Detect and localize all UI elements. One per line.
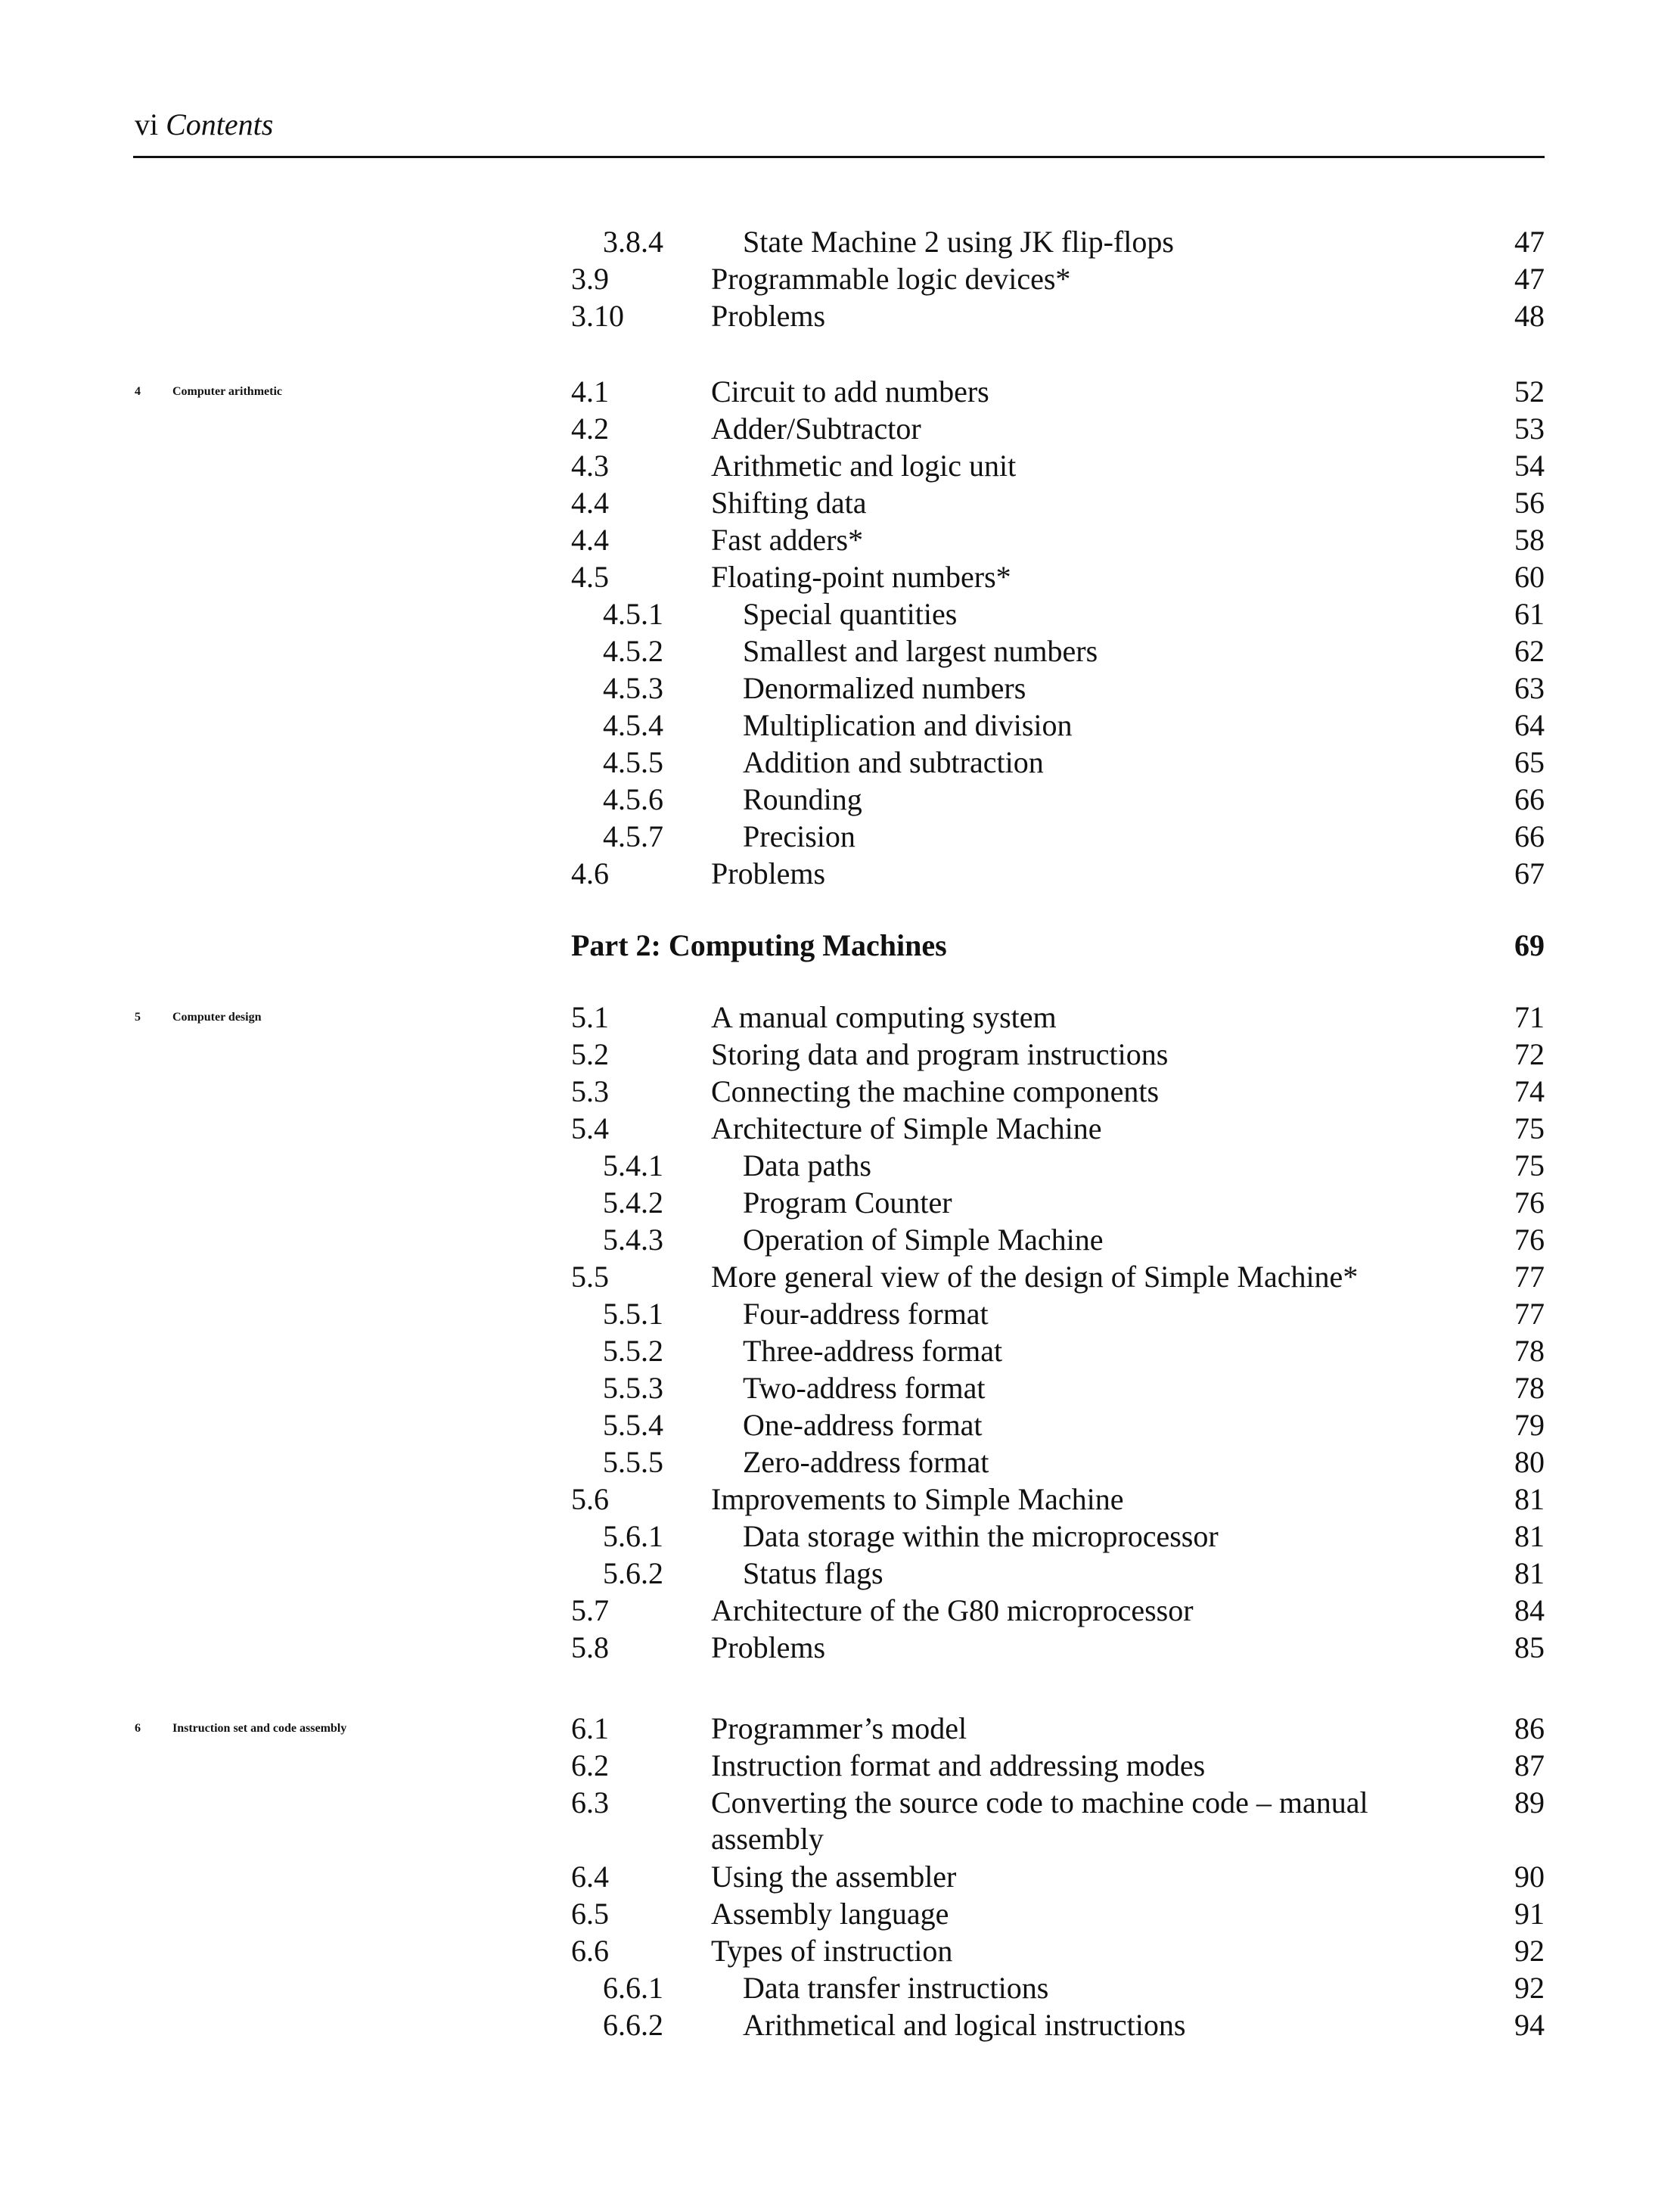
page-ref: 81 <box>1514 1482 1545 1516</box>
section-number: 6.4 <box>571 1860 609 1894</box>
toc-entry <box>0 1111 1680 1147</box>
toc-entry <box>0 1630 1680 1666</box>
section-number: 4.5.1 <box>603 597 663 631</box>
page-ref: 80 <box>1514 1445 1545 1479</box>
section-number: 5.4.2 <box>603 1186 663 1220</box>
page-ref: 84 <box>1514 1593 1545 1627</box>
section-title: Architecture of the G80 microprocessor <box>711 1593 1194 1627</box>
toc-entry <box>0 485 1680 521</box>
section-number: 4.5 <box>571 560 609 594</box>
toc-entry <box>0 1711 1680 1747</box>
section-title: Shifting data <box>711 486 867 520</box>
page-ref: 69 <box>1514 928 1545 962</box>
section-number: 4.5.2 <box>603 634 663 668</box>
page-ref: 47 <box>1514 225 1545 259</box>
section-number: 4.5.6 <box>603 782 663 816</box>
section-title: Status flags <box>743 1556 883 1590</box>
page-ref: 71 <box>1514 1000 1545 1034</box>
toc-entry <box>0 1148 1680 1184</box>
page-ref: 89 <box>1514 1785 1545 1819</box>
section-title: Improvements to Simple Machine <box>711 1482 1124 1516</box>
page-ref: 47 <box>1514 262 1545 296</box>
section-title: Circuit to add numbers <box>711 374 989 409</box>
section-title: Zero-address format <box>743 1445 989 1479</box>
section-number: 4.6 <box>571 856 609 890</box>
section-number: 6.5 <box>571 1897 609 1931</box>
section-number: 5.8 <box>571 1630 609 1664</box>
page-ref: 74 <box>1514 1074 1545 1108</box>
section-number: 5.5.1 <box>603 1297 663 1331</box>
part-heading <box>0 928 1680 964</box>
section-number: 5.5.3 <box>603 1371 663 1405</box>
toc-entry <box>0 1036 1680 1073</box>
section-number: 5.4 <box>571 1111 609 1145</box>
toc-entry <box>0 1185 1680 1221</box>
section-number: 5.6 <box>571 1482 609 1516</box>
toc-entry <box>0 1748 1680 1784</box>
section-title: Programmable logic devices* <box>711 262 1071 296</box>
toc-entry <box>0 374 1680 410</box>
section-title: Programmer’s model <box>711 1711 967 1745</box>
page-ref: 65 <box>1514 745 1545 779</box>
page-ref: 63 <box>1514 671 1545 705</box>
section-title: A manual computing system <box>711 1000 1057 1034</box>
section-number: 5.1 <box>571 1000 609 1034</box>
section-title: Storing data and program instructions <box>711 1037 1169 1071</box>
page-number: vi <box>135 107 159 141</box>
page-ref: 54 <box>1514 449 1545 483</box>
section-title: Problems <box>711 856 826 890</box>
section-number: 4.3 <box>571 449 609 483</box>
toc-entry <box>0 633 1680 670</box>
section-number: 4.5.5 <box>603 745 663 779</box>
section-title: Operation of Simple Machine <box>743 1223 1104 1257</box>
toc-entry <box>0 1518 1680 1555</box>
section-number: 6.6 <box>571 1934 609 1968</box>
section-number: 3.10 <box>571 299 624 333</box>
toc-entry <box>0 1970 1680 2006</box>
section-title: Instruction format and addressing modes <box>711 1748 1206 1782</box>
section-number: 3.8.4 <box>603 225 663 259</box>
section-number: 5.5.2 <box>603 1334 663 1368</box>
section-title: One-address format <box>743 1408 983 1442</box>
toc-entry <box>0 448 1680 484</box>
page-ref: 91 <box>1514 1897 1545 1931</box>
toc-entry <box>0 1259 1680 1295</box>
page-ref: 67 <box>1514 856 1545 890</box>
page-ref: 76 <box>1514 1223 1545 1257</box>
page-ref: 60 <box>1514 560 1545 594</box>
section-title: Adder/Subtractor <box>711 412 921 446</box>
chapter-title: Computer arithmetic <box>172 385 282 398</box>
toc-entry <box>0 819 1680 855</box>
section-title: Program Counter <box>743 1186 952 1220</box>
section-title: Denormalized numbers <box>743 671 1026 705</box>
section-title: Two-address format <box>743 1371 986 1405</box>
section-title: Data paths <box>743 1148 871 1182</box>
chapter-title: Computer design <box>172 1011 262 1024</box>
toc-entry <box>0 1859 1680 1895</box>
page-ref: 53 <box>1514 412 1545 446</box>
page-ref: 87 <box>1514 1748 1545 1782</box>
section-title: Data transfer instructions <box>743 1971 1049 2005</box>
page-ref: 58 <box>1514 523 1545 557</box>
page-ref: 90 <box>1514 1860 1545 1894</box>
section-title: Connecting the machine components <box>711 1074 1160 1108</box>
section-title: Smallest and largest numbers <box>743 634 1098 668</box>
page-ref: 86 <box>1514 1711 1545 1745</box>
section-number: 5.2 <box>571 1037 609 1071</box>
section-title: Problems <box>711 299 826 333</box>
section-number: 5.5 <box>571 1260 609 1294</box>
page-ref: 81 <box>1514 1519 1545 1553</box>
running-title: Contents <box>166 107 274 141</box>
section-title: Assembly language <box>711 1897 949 1931</box>
toc-entry <box>0 670 1680 707</box>
page-ref: 81 <box>1514 1556 1545 1590</box>
page-ref: 56 <box>1514 486 1545 520</box>
section-title: Rounding <box>743 782 862 816</box>
toc-entry <box>0 522 1680 558</box>
page-ref: 77 <box>1514 1260 1545 1294</box>
toc-entry <box>0 1333 1680 1369</box>
section-number: 5.3 <box>571 1074 609 1108</box>
section-number: 3.9 <box>571 262 609 296</box>
section-number: 5.6.1 <box>603 1519 663 1553</box>
section-title: State Machine 2 using JK flip-flops <box>743 225 1174 259</box>
section-title: Special quantities <box>743 597 958 631</box>
page-ref: 66 <box>1514 782 1545 816</box>
section-title: More general view of the design of Simple Machine* <box>711 1260 1359 1294</box>
page-ref: 62 <box>1514 634 1545 668</box>
section-number: 6.3 <box>571 1785 609 1819</box>
section-number: 4.4 <box>571 486 609 520</box>
section-title: Using the assembler <box>711 1860 957 1894</box>
section-number: 4.1 <box>571 374 609 409</box>
toc-entry <box>0 1481 1680 1518</box>
toc-entry <box>0 999 1680 1036</box>
page-ref: 94 <box>1514 2008 1545 2042</box>
section-number: 5.4.3 <box>603 1223 663 1257</box>
section-title: Four-address format <box>743 1297 989 1331</box>
chapter-number: 6 <box>135 1722 141 1735</box>
page-ref: 61 <box>1514 597 1545 631</box>
toc-entry <box>0 1896 1680 1932</box>
page-ref: 75 <box>1514 1111 1545 1145</box>
toc-entry <box>0 261 1680 297</box>
toc-entry <box>0 1593 1680 1629</box>
section-title: Problems <box>711 1630 826 1664</box>
toc-entry <box>0 596 1680 632</box>
part-title: Part 2: Computing Machines <box>571 928 947 962</box>
toc-entry <box>0 1222 1680 1258</box>
section-number: 5.4.1 <box>603 1148 663 1182</box>
section-title: Floating-point numbers* <box>711 560 1011 594</box>
toc-entry <box>0 411 1680 447</box>
toc-entry <box>0 856 1680 892</box>
toc-entry <box>0 782 1680 818</box>
toc-entry <box>0 1785 1680 1859</box>
section-number: 6.2 <box>571 1748 609 1782</box>
section-number: 4.2 <box>571 412 609 446</box>
section-number: 6.1 <box>571 1711 609 1745</box>
section-title: Arithmetic and logic unit <box>711 449 1017 483</box>
toc-entry <box>0 1296 1680 1332</box>
toc-entry <box>0 1555 1680 1592</box>
section-number: 5.7 <box>571 1593 609 1627</box>
page-ref: 75 <box>1514 1148 1545 1182</box>
page-ref: 48 <box>1514 299 1545 333</box>
toc-entry <box>0 1933 1680 1969</box>
section-number: 6.6.2 <box>603 2008 663 2042</box>
section-title: Types of instruction <box>711 1934 953 1968</box>
page-ref: 76 <box>1514 1186 1545 1220</box>
toc-entry <box>0 1444 1680 1481</box>
toc-entry <box>0 2007 1680 2043</box>
page-ref: 72 <box>1514 1037 1545 1071</box>
page-ref: 92 <box>1514 1971 1545 2005</box>
section-number: 5.5.4 <box>603 1408 663 1442</box>
toc-entry <box>0 1370 1680 1406</box>
page-ref: 85 <box>1514 1630 1545 1664</box>
section-title: Architecture of Simple Machine <box>711 1111 1102 1145</box>
toc-entry <box>0 744 1680 781</box>
section-number: 4.5.3 <box>603 671 663 705</box>
section-title: Data storage within the microprocessor <box>743 1519 1219 1553</box>
toc-entry <box>0 1074 1680 1110</box>
page-ref: 64 <box>1514 708 1545 742</box>
section-number: 6.6.1 <box>603 1971 663 2005</box>
chapter-number: 5 <box>135 1011 141 1024</box>
section-number: 4.5.4 <box>603 708 663 742</box>
page-ref: 78 <box>1514 1371 1545 1405</box>
section-number: 4.5.7 <box>603 819 663 853</box>
page-ref: 52 <box>1514 374 1545 409</box>
chapter-number: 4 <box>135 385 141 398</box>
section-number: 5.5.5 <box>603 1445 663 1479</box>
toc-entry <box>0 1407 1680 1443</box>
toc-entry <box>0 224 1680 260</box>
section-title: Converting the source code to machine code – manual assembly <box>711 1785 1368 1856</box>
section-title: Fast adders* <box>711 523 864 557</box>
toc-entry <box>0 298 1680 334</box>
toc-entry <box>0 559 1680 595</box>
section-title: Addition and subtraction <box>743 745 1044 779</box>
chapter-title: Instruction set and code assembly <box>172 1722 347 1735</box>
section-number: 4.4 <box>571 523 609 557</box>
page-ref: 77 <box>1514 1297 1545 1331</box>
section-title: Precision <box>743 819 856 853</box>
section-title: Arithmetical and logical instructions <box>743 2008 1186 2042</box>
toc-entry <box>0 707 1680 744</box>
page-ref: 66 <box>1514 819 1545 853</box>
section-title: Multiplication and division <box>743 708 1073 742</box>
page-ref: 92 <box>1514 1934 1545 1968</box>
section-title: Three-address format <box>743 1334 1003 1368</box>
page-ref: 78 <box>1514 1334 1545 1368</box>
section-number: 5.6.2 <box>603 1556 663 1590</box>
page-ref: 79 <box>1514 1408 1545 1442</box>
